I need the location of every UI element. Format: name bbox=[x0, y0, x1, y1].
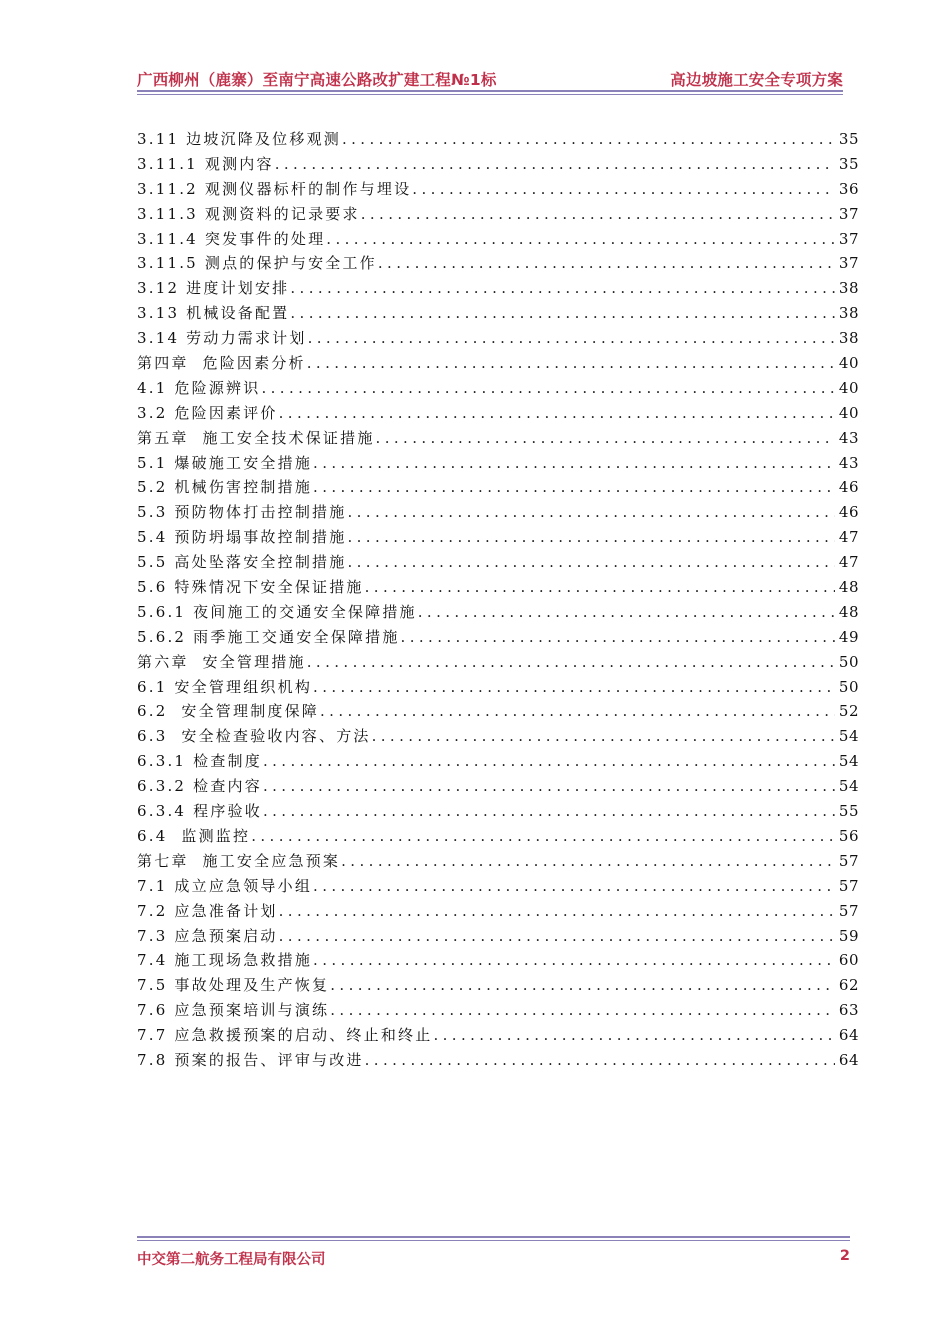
toc-dot-leader bbox=[279, 924, 835, 949]
toc-entry-title: 5.2 机械伤害控制措施 bbox=[137, 478, 313, 497]
toc-entry-title: 7.8 预案的报告、评审与改进 bbox=[137, 1050, 364, 1069]
toc-entry-title: 3.2 危险因素评价 bbox=[137, 403, 278, 422]
toc-entry-page: 60 bbox=[838, 951, 859, 970]
toc-entry-title: 6.2 安全管理制度保障 bbox=[137, 702, 319, 721]
toc-entry[interactable] bbox=[137, 426, 859, 451]
toc-entry-title: 5.5 高处坠落安全控制措施 bbox=[137, 553, 347, 572]
toc-dot-leader bbox=[251, 824, 835, 849]
toc-entry[interactable] bbox=[137, 276, 859, 301]
toc-entry[interactable] bbox=[137, 899, 859, 924]
toc-entry-page: 52 bbox=[838, 702, 859, 721]
toc-entry-page: 55 bbox=[838, 802, 859, 821]
toc-dot-leader bbox=[290, 276, 835, 301]
toc-entry-page: 43 bbox=[838, 453, 859, 472]
toc-dot-leader bbox=[347, 550, 834, 575]
toc-dot-leader bbox=[313, 874, 835, 899]
toc-entry-page: 64 bbox=[838, 1050, 859, 1069]
toc-dot-leader bbox=[313, 451, 835, 476]
toc-entry[interactable] bbox=[137, 1048, 859, 1073]
toc-dot-leader bbox=[347, 525, 834, 550]
toc-entry-title: 3.14 劳动力需求计划 bbox=[137, 329, 307, 348]
toc-entry-title: 4.1 危险源辨识 bbox=[137, 378, 261, 397]
toc-entry[interactable] bbox=[137, 202, 859, 227]
toc-dot-leader bbox=[342, 127, 835, 152]
footer-divider bbox=[137, 1236, 850, 1238]
toc-entry-page: 64 bbox=[838, 1026, 859, 1045]
toc-dot-leader bbox=[376, 426, 835, 451]
company-name: 中交第二航务工程局有限公司 bbox=[137, 1252, 326, 1268]
toc-entry-page: 47 bbox=[838, 528, 859, 547]
toc-dot-leader bbox=[261, 376, 834, 401]
toc-dot-leader bbox=[341, 849, 835, 874]
toc-entry-page: 48 bbox=[838, 578, 859, 597]
toc-entry-page: 43 bbox=[838, 428, 859, 447]
toc-entry[interactable] bbox=[137, 525, 859, 550]
toc-entry[interactable] bbox=[137, 575, 859, 600]
toc-entry-title: 5.6.2 雨季施工交通安全保障措施 bbox=[137, 627, 400, 646]
toc-entry[interactable] bbox=[137, 724, 859, 749]
toc-entry[interactable] bbox=[137, 500, 859, 525]
toc-entry-title: 第四章 危险因素分析 bbox=[137, 354, 306, 373]
toc-entry-page: 57 bbox=[838, 876, 859, 895]
toc-dot-leader bbox=[361, 202, 835, 227]
toc-entry[interactable] bbox=[137, 451, 859, 476]
toc-entry-page: 62 bbox=[838, 976, 859, 995]
toc-entry-page: 46 bbox=[838, 503, 859, 522]
toc-entry-page: 54 bbox=[838, 752, 859, 771]
toc-entry[interactable] bbox=[137, 874, 859, 899]
toc-entry[interactable] bbox=[137, 924, 859, 949]
toc-entry[interactable] bbox=[137, 1023, 859, 1048]
toc-entry[interactable] bbox=[137, 774, 859, 799]
toc-entry-page: 40 bbox=[838, 378, 859, 397]
toc-entry[interactable] bbox=[137, 227, 859, 252]
toc-dot-leader bbox=[263, 774, 835, 799]
toc-dot-leader bbox=[313, 948, 835, 973]
toc-entry-title: 3.11 边坡沉降及位移观测 bbox=[137, 130, 341, 148]
toc-entry-title: 6.3.1 检查制度 bbox=[137, 752, 262, 771]
toc-entry-title: 7.5 事故处理及生产恢复 bbox=[137, 976, 330, 995]
toc-entry-title: 7.7 应急救援预案的启动、终止和终止 bbox=[137, 1026, 433, 1045]
toc-dot-leader bbox=[365, 575, 835, 600]
table-of-contents bbox=[137, 127, 859, 1073]
toc-entry[interactable] bbox=[137, 973, 859, 998]
toc-entry[interactable] bbox=[137, 625, 859, 650]
toc-entry-title: 7.2 应急准备计划 bbox=[137, 901, 278, 920]
toc-entry[interactable] bbox=[137, 152, 859, 177]
toc-dot-leader bbox=[347, 500, 834, 525]
toc-entry-title: 3.11.3 观测资料的记录要求 bbox=[137, 204, 360, 223]
toc-entry[interactable] bbox=[137, 849, 859, 874]
toc-dot-leader bbox=[307, 351, 835, 376]
toc-entry-title: 5.6 特殊情况下安全保证措施 bbox=[137, 578, 364, 597]
toc-entry-title: 3.12 进度计划安排 bbox=[137, 279, 290, 298]
toc-entry-page: 50 bbox=[838, 677, 859, 696]
toc-dot-leader bbox=[401, 625, 835, 650]
toc-entry-title: 7.4 施工现场急救措施 bbox=[137, 951, 313, 970]
toc-dot-leader bbox=[365, 1048, 835, 1073]
header-divider bbox=[137, 90, 843, 92]
toc-dot-leader bbox=[263, 749, 835, 774]
toc-entry-title: 第六章 安全管理措施 bbox=[137, 652, 306, 671]
toc-entry-page: 37 bbox=[838, 204, 859, 223]
toc-entry-page: 40 bbox=[838, 354, 859, 373]
toc-entry-page: 59 bbox=[838, 926, 859, 945]
toc-entry[interactable] bbox=[137, 699, 859, 724]
toc-entry-page: 50 bbox=[838, 652, 859, 671]
toc-dot-leader bbox=[412, 177, 835, 202]
toc-entry-page: 37 bbox=[838, 229, 859, 248]
toc-entry[interactable] bbox=[137, 550, 859, 575]
toc-entry-title: 6.3.4 程序验收 bbox=[137, 802, 262, 821]
toc-entry[interactable] bbox=[137, 948, 859, 973]
toc-entry-title: 5.4 预防坍塌事故控制措施 bbox=[137, 528, 347, 547]
toc-entry-page: 49 bbox=[838, 627, 859, 646]
toc-entry-page: 38 bbox=[838, 279, 859, 298]
toc-entry-page: 36 bbox=[838, 179, 859, 198]
toc-entry[interactable] bbox=[137, 301, 859, 326]
toc-entry[interactable] bbox=[137, 326, 859, 351]
toc-entry-title: 第七章 施工安全应急预案 bbox=[137, 851, 341, 870]
toc-dot-leader bbox=[326, 227, 835, 252]
page-header bbox=[137, 64, 843, 94]
toc-dot-leader bbox=[433, 1023, 834, 1048]
toc-entry-page: 47 bbox=[838, 553, 859, 572]
toc-entry[interactable] bbox=[137, 799, 859, 824]
header-divider-thin bbox=[137, 94, 843, 95]
toc-dot-leader bbox=[330, 973, 835, 998]
toc-entry-title: 3.13 机械设备配置 bbox=[137, 304, 290, 323]
toc-dot-leader bbox=[279, 401, 835, 426]
toc-dot-leader bbox=[330, 998, 835, 1023]
toc-entry-title: 5.1 爆破施工安全措施 bbox=[137, 453, 313, 472]
toc-dot-leader bbox=[372, 724, 835, 749]
toc-dot-leader bbox=[279, 899, 835, 924]
toc-dot-leader bbox=[378, 251, 835, 276]
toc-dot-leader bbox=[308, 326, 835, 351]
toc-entry-page: 63 bbox=[838, 1001, 859, 1020]
toc-entry-title: 6.4 监测监控 bbox=[137, 826, 251, 845]
document-title: 高边坡施工安全专项方案 bbox=[670, 71, 843, 89]
project-title: 广西柳州（鹿寨）至南宁高速公路改扩建工程№1标 bbox=[137, 71, 497, 89]
toc-entry-title: 3.11.2 观测仪器标杆的制作与埋设 bbox=[137, 179, 412, 198]
toc-entry-title: 3.11.1 观测内容 bbox=[137, 154, 274, 173]
toc-entry-page: 46 bbox=[838, 478, 859, 497]
footer-divider-thin bbox=[137, 1240, 850, 1241]
toc-entry-page: 38 bbox=[838, 329, 859, 348]
toc-entry[interactable] bbox=[137, 475, 859, 500]
toc-dot-leader bbox=[263, 799, 835, 824]
toc-dot-leader bbox=[418, 600, 835, 625]
toc-entry-page: 38 bbox=[838, 304, 859, 323]
toc-entry[interactable] bbox=[137, 824, 859, 849]
toc-entry[interactable] bbox=[137, 749, 859, 774]
toc-dot-leader bbox=[313, 675, 835, 700]
toc-dot-leader bbox=[307, 650, 835, 675]
toc-entry-title: 5.3 预防物体打击控制措施 bbox=[137, 503, 347, 522]
toc-entry-title: 7.3 应急预案启动 bbox=[137, 926, 278, 945]
toc-entry[interactable] bbox=[137, 177, 859, 202]
toc-entry-page: 56 bbox=[838, 826, 859, 845]
toc-dot-leader bbox=[275, 152, 835, 177]
toc-entry-title: 6.3 安全检查验收内容、方法 bbox=[137, 727, 371, 746]
toc-entry-page: 48 bbox=[838, 602, 859, 621]
toc-entry-title: 6.1 安全管理组织机构 bbox=[137, 677, 313, 696]
toc-entry[interactable] bbox=[137, 650, 859, 675]
toc-entry-page: 40 bbox=[838, 403, 859, 422]
toc-entry-page: 57 bbox=[838, 851, 859, 870]
toc-entry-title: 3.11.5 测点的保护与安全工作 bbox=[137, 254, 377, 273]
toc-entry-page: 54 bbox=[838, 727, 859, 746]
toc-dot-leader bbox=[313, 475, 835, 500]
toc-entry-page: 57 bbox=[838, 901, 859, 920]
toc-entry[interactable] bbox=[137, 998, 859, 1023]
toc-entry[interactable] bbox=[137, 351, 859, 376]
toc-entry-page: 35 bbox=[838, 154, 859, 173]
toc-entry-page: 35 bbox=[838, 130, 859, 148]
toc-entry-title: 6.3.2 检查内容 bbox=[137, 777, 262, 796]
page-footer bbox=[137, 1236, 850, 1276]
toc-entry[interactable] bbox=[137, 376, 859, 401]
toc-entry[interactable] bbox=[137, 600, 859, 625]
toc-entry-page: 54 bbox=[838, 777, 859, 796]
toc-dot-leader bbox=[290, 301, 835, 326]
toc-entry-title: 7.6 应急预案培训与演练 bbox=[137, 1001, 330, 1020]
toc-entry-page: 37 bbox=[838, 254, 859, 273]
toc-dot-leader bbox=[320, 699, 835, 724]
toc-entry[interactable] bbox=[137, 127, 859, 152]
toc-entry[interactable] bbox=[137, 251, 859, 276]
toc-entry-title: 3.11.4 突发事件的处理 bbox=[137, 229, 326, 248]
toc-entry[interactable] bbox=[137, 401, 859, 426]
page-number: 2 bbox=[839, 1248, 850, 1264]
toc-entry-title: 7.1 成立应急领导小组 bbox=[137, 876, 313, 895]
toc-entry[interactable] bbox=[137, 675, 859, 700]
toc-entry-title: 第五章 施工安全技术保证措施 bbox=[137, 428, 375, 447]
toc-entry-title: 5.6.1 夜间施工的交通安全保障措施 bbox=[137, 602, 417, 621]
